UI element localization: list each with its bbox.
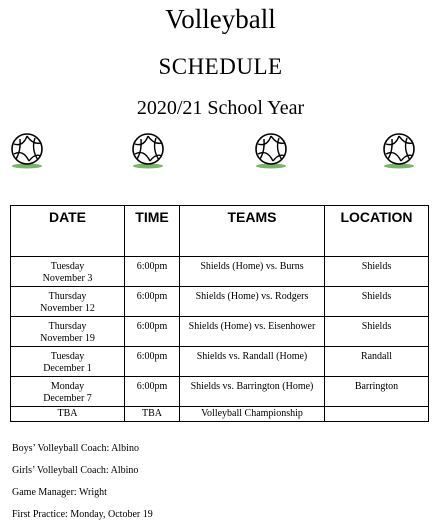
volleyball-icon — [253, 131, 289, 169]
time-cell: TBA — [125, 407, 180, 422]
page-subtitle: SCHEDULE — [158, 54, 283, 79]
location-cell: Shields — [325, 287, 429, 317]
volleyball-icon — [9, 131, 45, 169]
location-cell — [325, 407, 429, 422]
girls-coach-note: Girls’ Volleyball Coach: Albino — [12, 465, 139, 476]
date-weekday: Tuesday — [50, 351, 85, 362]
teams-cell: Shields (Home) vs. Rodgers — [180, 287, 325, 317]
date-day: December 7 — [43, 393, 92, 404]
table-row — [11, 347, 429, 377]
schedule-table — [10, 205, 429, 422]
date-weekday: Thursday — [48, 291, 87, 302]
page-title: Volleyball — [165, 4, 276, 34]
date-weekday: Thursday — [48, 321, 87, 332]
header-teams: TEAMS — [180, 206, 325, 257]
time-cell: 6:00pm — [125, 347, 180, 377]
time-cell: 6:00pm — [125, 257, 180, 287]
location-cell: Shields — [325, 257, 429, 287]
date-cell — [11, 377, 125, 407]
time-cell: 6:00pm — [125, 287, 180, 317]
date-day: November 19 — [40, 333, 95, 344]
date-cell — [11, 257, 125, 287]
teams-cell: Shields (Home) vs. Eisenhower — [180, 317, 325, 347]
game-manager-note: Game Manager: Wright — [12, 487, 107, 498]
table-row — [11, 257, 429, 287]
table-row — [11, 377, 429, 407]
teams-cell: Shields vs. Barrington (Home) — [180, 377, 325, 407]
date-cell — [11, 287, 125, 317]
location-cell: Barrington — [325, 377, 429, 407]
table-row — [11, 287, 429, 317]
teams-cell: Shields (Home) vs. Burns — [180, 257, 325, 287]
school-year: 2020/21 School Year — [136, 97, 305, 119]
location-cell: Randall — [325, 347, 429, 377]
date-cell: TBA — [11, 407, 125, 422]
time-cell: 6:00pm — [125, 377, 180, 407]
table-header-row — [11, 206, 429, 257]
date-day: December 1 — [43, 363, 92, 374]
date-cell — [11, 347, 125, 377]
table-row — [11, 317, 429, 347]
teams-cell: Volleyball Championship — [180, 407, 325, 422]
teams-cell: Shields vs. Randall (Home) — [180, 347, 325, 377]
table-row — [11, 407, 429, 422]
date-cell — [11, 317, 125, 347]
header-time: TIME — [125, 206, 180, 257]
date-weekday: Tuesday — [50, 261, 85, 272]
volleyball-icon — [130, 131, 166, 169]
date-day: November 12 — [40, 303, 95, 314]
date-weekday: Monday — [50, 381, 85, 392]
date-day: November 3 — [42, 273, 93, 284]
location-cell: Shields — [325, 317, 429, 347]
first-practice-note: First Practice: Monday, October 19 — [12, 509, 153, 520]
boys-coach-note: Boys’ Volleyball Coach: Albino — [12, 443, 139, 454]
header-location: LOCATION — [325, 206, 429, 257]
time-cell: 6:00pm — [125, 317, 180, 347]
volleyball-icon — [381, 131, 417, 169]
header-date: DATE — [11, 206, 125, 257]
